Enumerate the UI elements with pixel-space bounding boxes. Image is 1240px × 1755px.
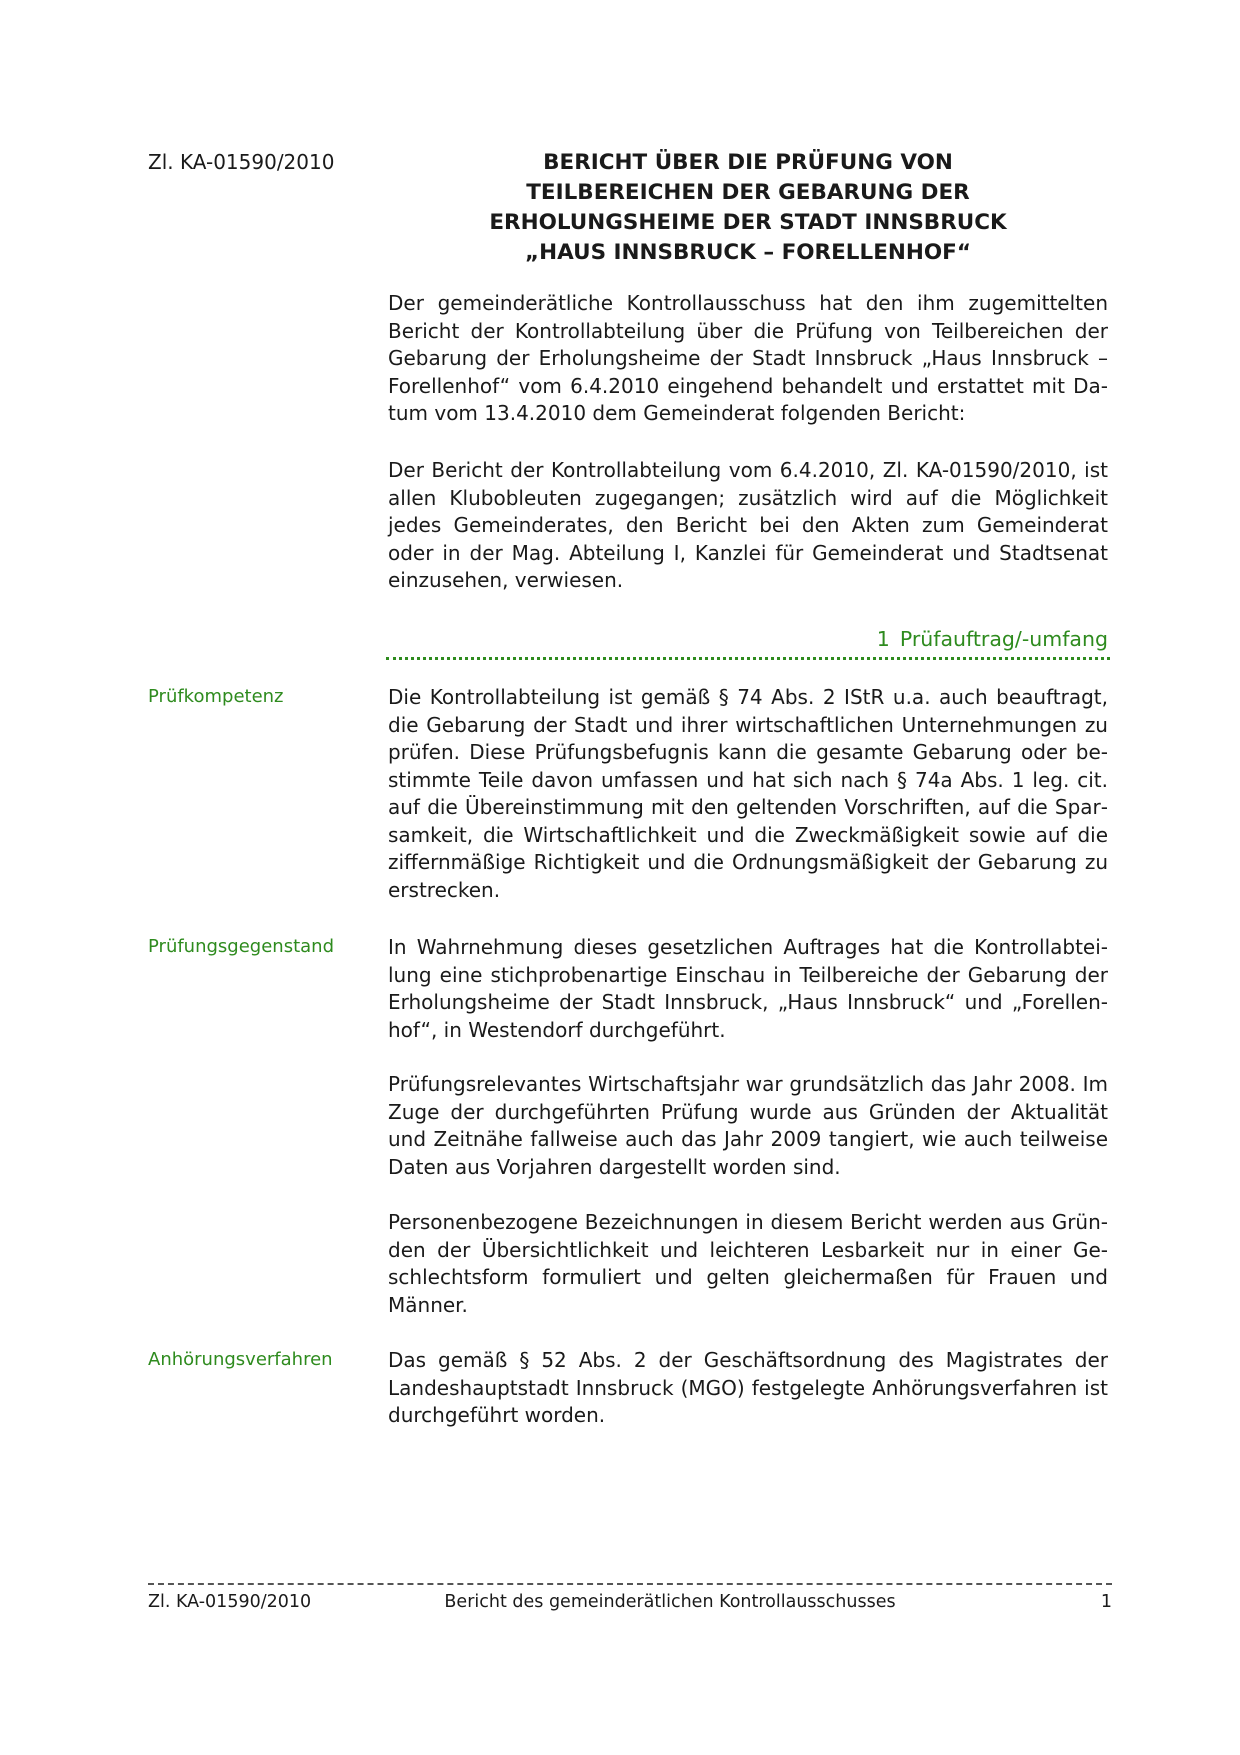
section-divider bbox=[386, 657, 1110, 660]
document-reference: Zl. KA-01590/2010 bbox=[148, 150, 335, 174]
title-line: BERICHT ÜBER DIE PRÜFUNG VON bbox=[543, 150, 953, 175]
intro-paragraph-2: Der Bericht der Kontrollabteilung vom 6.4.2010, Zl. KA-01590/2010, ist allen Klubobleuten zugegangen; zusätzlich wird auf die Möglichkeit jedes Gemeinderates, den Bericht bei den Akten zum Gemeinderat oder in der Mag. Abteilung I, Kanzlei für Gemeinderat und Stadtsenat einzusehen, verwiesen. bbox=[388, 458, 1108, 592]
paragraph-pruefungsgegenstand: In Wahrnehmung dieses gesetzlichen Auftrages hat die Kontrollabteilung eine stichprobenartige Einschau in Teilbereiche der Gebarung der Erholungsheime der Stadt Innsbruck, „Haus Innsbruck“ und „Forellenhof“, in Westendorf durchgeführt. bbox=[388, 935, 1108, 1042]
title-line: TEILBEREICHEN DER GEBARUNG DER bbox=[526, 180, 970, 205]
document-title bbox=[388, 148, 1108, 268]
footer-title: Bericht des gemeinderätlichen Kontrollausschusses bbox=[444, 1592, 896, 1612]
section-heading bbox=[388, 627, 1108, 651]
page-number: 1 bbox=[1100, 1592, 1112, 1612]
paragraph-personenbezeichnungen: Personenbezogene Bezeichnungen in diesem Bericht werden aus Gründen der Übersichtlichkeit und leichteren Lesbarkeit nur in einer Geschlechtsform formuliert und gelten gleichermaßen für Frauen und Männer. bbox=[388, 1210, 1108, 1317]
section-number: 1 bbox=[876, 627, 890, 651]
intro-paragraph-1: Der gemeinderätliche Kontrollausschuss hat den ihm zugemittelten Bericht der Kontrollabteilung über die Prüfung von Teilbereichen der Gebarung der Erholungsheime der Stadt Innsbruck „Haus Innsbruck – Forellenhof“ vom 6.4.2010 eingehend behandelt und erstattet mit Datum vom 13.4.2010 dem Gemeinderat folgenden Bericht: bbox=[388, 291, 1108, 425]
title-line: ERHOLUNGSHEIME DER STADT INNSBRUCK bbox=[489, 210, 1007, 235]
margin-label-pruefkompetenz: Prüfkompetenz bbox=[148, 686, 284, 707]
paragraph-anhoerungsverfahren: Das gemäß § 52 Abs. 2 der Geschäftsordnung des Magistrates der Landeshauptstadt Innsbruck (MGO) festgelegte Anhörungsverfahren ist durchgeführt worden. bbox=[388, 1348, 1108, 1427]
margin-label-pruefungsgegenstand: Prüfungsgegenstand bbox=[148, 936, 335, 957]
paragraph-wirtschaftsjahr: Prüfungsrelevantes Wirtschaftsjahr war grundsätzlich das Jahr 2008. Im Zuge der durchgeführten Prüfung wurde aus Gründen der Aktualität und Zeitnähe fallweise auch das Jahr 2009 tangiert, wie auch teilweise Daten aus Vorjahren dargestellt worden sind. bbox=[388, 1072, 1108, 1179]
title-line: „HAUS INNSBRUCK – FORELLENHOF“ bbox=[525, 240, 971, 265]
margin-label-anhoerungsverfahren: Anhörungsverfahren bbox=[148, 1349, 333, 1370]
paragraph-pruefkompetenz: Die Kontrollabteilung ist gemäß § 74 Abs. 2 IStR u.a. auch beauftragt, die Gebarung der Stadt und ihrer wirtschaftlichen Unternehmungen zu prüfen. Diese Prüfungsbefugnis kann die gesamte Gebarung oder bestimmte Teile davon umfassen und hat sich nach § 74a Abs. 1 leg. cit. auf die Übereinstimmung mit den geltenden Vorschriften, auf die Sparsamkeit, die Wirtschaftlichkeit und die Zweckmäßigkeit sowie auf die ziffernmäßige Richtigkeit und die Ordnungsmäßigkeit der Gebarung zu erstrecken. bbox=[388, 685, 1108, 902]
section-title: Prüfauftrag/-umfang bbox=[899, 627, 1108, 651]
footer-reference: Zl. KA-01590/2010 bbox=[148, 1592, 312, 1612]
footer-divider bbox=[148, 1583, 1112, 1585]
